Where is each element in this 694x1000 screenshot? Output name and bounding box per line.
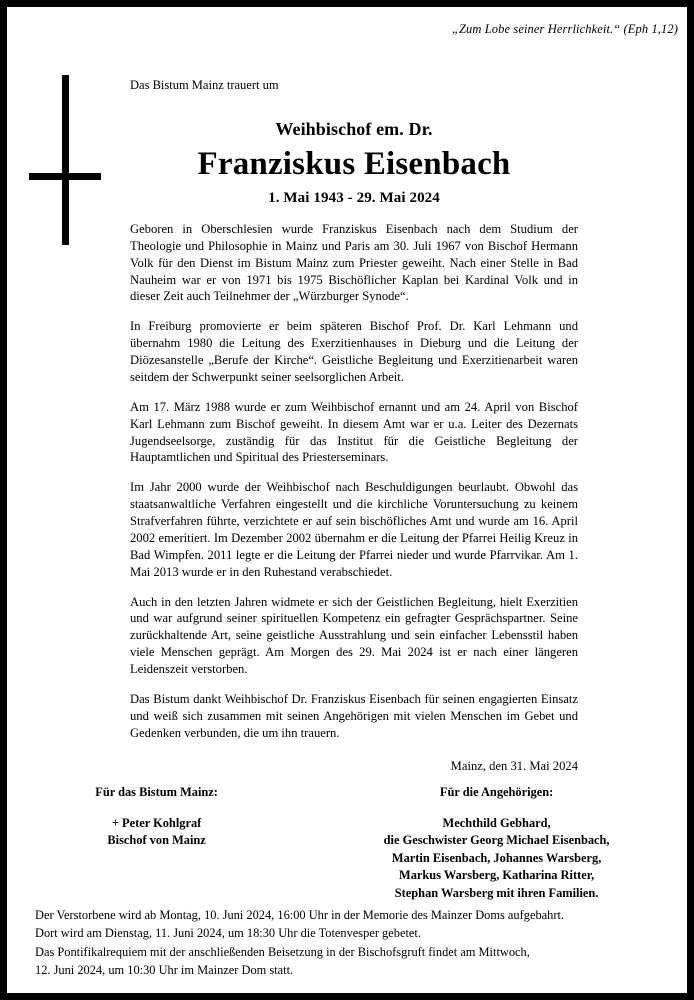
diocese-signature-heading: Für das Bistum Mainz: xyxy=(95,785,218,799)
signature-column-diocese xyxy=(7,784,306,903)
diocese-signature-names xyxy=(7,815,306,850)
signature-column-family xyxy=(306,784,687,903)
funeral-service-details xyxy=(35,906,661,979)
service-detail-line: Dort wird am Dienstag, 11. Juni 2024, um 18:30 Uhr die Totenvesper gebetet. xyxy=(35,926,421,941)
mourning-institution-line: Das Bistum Mainz trauert um xyxy=(130,78,279,92)
scripture-quote: „Zum Lobe seiner Herrlichkeit.“ (Eph 1,12) xyxy=(451,22,678,36)
biography-paragraph: Im Jahr 2000 wurde der Weihbischof nach Beschuldigungen beurlaubt. Obwohl das staatsanwaltliche Verfahren eingestellt und die kirchliche Voruntersuchung zu keinem Strafverfahren führte, verzichtete er auf sein bischöfliches Amt und wurde am 16. April 2002 emeritiert. Im Dezember 2002 übernahm er die Leitung der Pfarrei Heilig Kreuz in Bad Wimpfen. 2011 legte er die Leitung der Pfarrei nieder und wurde Pfarrvikar. Am 1. Mai 2013 wurde er in den Ruhestand verabschiedet. xyxy=(130,480,578,579)
deceased-rank: Weihbischof em. Dr. xyxy=(275,119,433,139)
cross-vertical-bar xyxy=(62,75,69,245)
biography-paragraph: Am 17. März 1988 wurde er zum Weihbischof ernannt und am 24. April von Bischof Karl Lehmann zum Bischof geweiht. In diesem Amt war er u.a. Leiter des Dezernats Jugendseelsorge, zuständig für das Institut für die Geistliche Begleitung der Hauptamtlichen und Spiritual des Priesterseminars. xyxy=(130,399,578,465)
cross-horizontal-bar xyxy=(29,173,101,180)
service-detail-line: Der Verstorbene wird ab Montag, 10. Juni 2024, 16:00 Uhr in der Memorie des Mainzer Doms aufgebahrt. xyxy=(35,908,565,922)
biography-text xyxy=(130,221,578,742)
place-and-date: Mainz, den 31. Mai 2024 xyxy=(450,758,578,773)
notice-content xyxy=(130,78,578,774)
signature-block xyxy=(7,784,687,903)
deceased-name: Franziskus Eisenbach xyxy=(197,145,511,182)
signatory-name: + Peter Kohlgraf xyxy=(111,815,202,830)
biography-paragraph: Das Bistum dankt Weihbischof Dr. Franziskus Eisenbach für seinen engagierten Einsatz und weiß sich zusammen mit seinen Angehörigen mit vielen Menschen im Gebet und Gedenken verbunden, die um ihn trauern. xyxy=(130,691,578,740)
latin-cross-icon xyxy=(29,75,101,245)
signatory-name: Martin Eisenbach, Johannes Warsberg, xyxy=(391,850,602,865)
signatory-name: Stephan Warsberg mit ihren Familien. xyxy=(394,886,599,901)
biography-paragraph: In Freiburg promovierte er beim späteren Bischof Prof. Dr. Karl Lehmann und übernahm 1980 die Leitung des Exerzitienhauses in Dieburg und die Leitung der Diözesanstelle „Berufe der Kirche“. Geistliche Begleitung und Exerzitienarbeit waren seitdem der Schwerpunkt seiner seelsorglichen Arbeit. xyxy=(130,319,578,384)
signatory-name: Markus Warsberg, Katharina Ritter, xyxy=(399,868,595,883)
signatory-title: Bischof von Mainz xyxy=(107,833,206,848)
signatory-name: Mechthild Gebhard, xyxy=(442,815,551,830)
service-detail-line: Das Pontifikalrequiem mit der anschließenden Beisetzung in der Bischofsgruft findet am Mittwoch, xyxy=(35,944,530,959)
deceased-heading-block xyxy=(130,119,578,207)
family-signature-names xyxy=(306,815,687,903)
biography-paragraph: Geboren in Oberschlesien wurde Franziskus Eisenbach nach dem Studium der Theologie und Philosophie in Mainz und Paris am 30. Juli 1967 von Bischof Hermann Volk für den Dienst im Bistum Mainz zum Priester geweiht. Nach einer Stelle in Bad Nauheim war er von 1971 bis 1975 Bischöflicher Kaplan bei Kardinal Volk und in dieser Zeit auch Teilnehmer der „Würzburger Synode“. xyxy=(130,221,578,304)
service-detail-line: 12. Juni 2024, um 10:30 Uhr im Mainzer Dom statt. xyxy=(35,963,294,978)
signatory-name: die Geschwister Georg Michael Eisenbach, xyxy=(383,833,610,848)
biography-paragraph: Auch in den letzten Jahren widmete er sich der Geistlichen Begleitung, hielt Exerzitien und war aufgrund seiner spirituellen Kompetenz ein gefragter Gesprächspartner. Seine zurückhaltende Art, seine geistliche Ausstrahlung und sein einfacher Lebensstil haben viele Menschen geprägt. Am Morgen des 29. Mai 2024 ist er nach einer längeren Leidenszeit verstorben. xyxy=(130,594,578,677)
deceased-life-dates: 1. Mai 1943 - 29. Mai 2024 xyxy=(268,189,440,206)
family-signature-heading: Für die Angehörigen: xyxy=(439,785,554,799)
